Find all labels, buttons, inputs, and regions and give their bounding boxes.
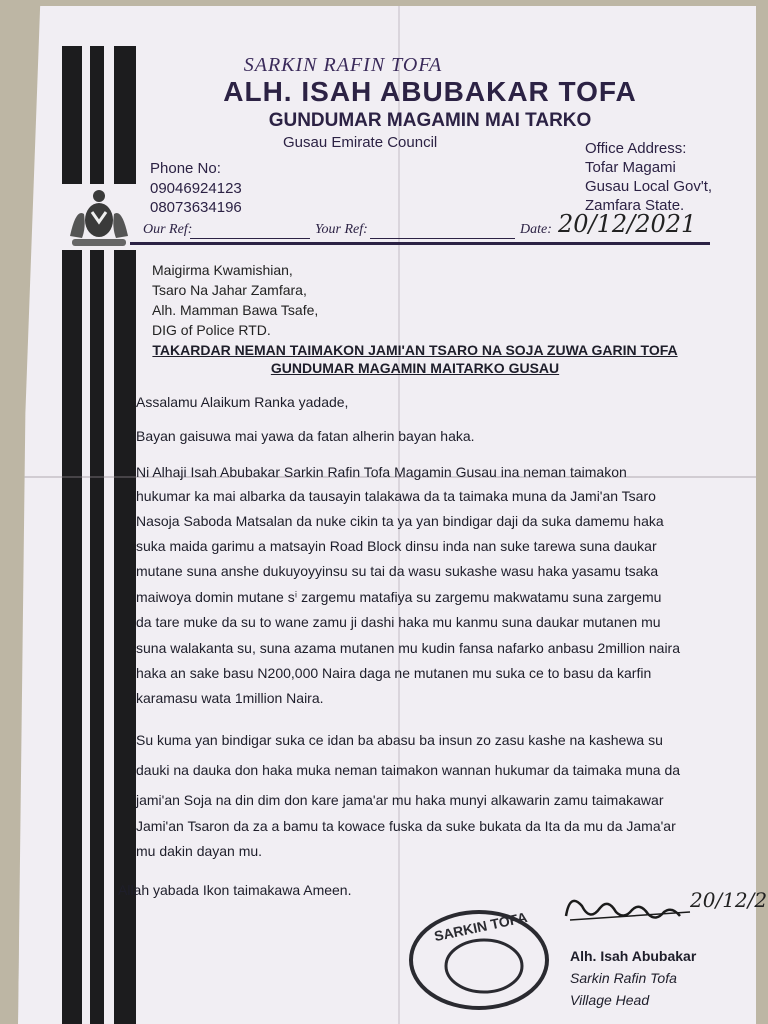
- body-line: Nasoja Saboda Matsalan da nuke cikin ta ya yan bindigar daji da suka damemu haka: [136, 513, 664, 529]
- subject-line: GUNDUMAR MAGAMIN MAITARKO GUSAU: [270, 360, 560, 376]
- office-address-line: Zamfara State.: [585, 197, 685, 214]
- body-line: da tare muke da su to wane zamu ji dashi haka mu kanmu suna daukar mutanen mu: [136, 614, 661, 630]
- body-line: maiwoya domin mutane sⁱ zargemu matafiya su zargemu makwatamu suna zargemu: [136, 589, 662, 605]
- letterhead-name: ALH. ISAH ABUBAKAR TOFA: [223, 76, 637, 107]
- official-stamp: [404, 900, 554, 1010]
- body-line: jami'an Soja na din dim don kare jama'ar mu haka munyi alkawarin zamu taimakawar: [136, 792, 664, 808]
- greeting: Assalamu Alaikum Ranka yadade,: [136, 394, 349, 410]
- your-ref-label: Your Ref:: [315, 222, 368, 237]
- phone-number: 09046924123: [150, 180, 242, 197]
- phone-label: Phone No:: [150, 160, 221, 177]
- body-line: suna walakanta su, suna azama mutanen mu kudin fansa nafarko anbasu 2million naira: [136, 640, 680, 656]
- closing-line: Allah yabada Ikon taimakawa Ameen.: [118, 882, 352, 898]
- stamp-text: SARKIN TOFA: [432, 908, 529, 945]
- letterhead-council: Gusau Emirate Council: [283, 134, 438, 151]
- signatory-role: Village Head: [570, 992, 650, 1008]
- signature-date: 20/12/2: [690, 888, 768, 912]
- body-line: hukumar ka mai albarka da tausayin talakawa da ta taimaka muna da Jami'an Tsaro: [136, 488, 656, 504]
- body-line: Jami'an Tsaron da za a bamu ta kowace fuska da suke bukata da Ita da mu da Jama'ar: [136, 818, 676, 834]
- body-line: haka an sake basu N200,000 Naira daga ne mutanen mu suka ce to basu da karfin: [136, 665, 652, 681]
- phone-number: 08073634196: [150, 199, 242, 216]
- header-rule: [130, 242, 710, 245]
- office-address-line: Tofar Magami: [585, 159, 676, 176]
- body-line: Su kuma yan bindigar suka ce idan ba abasu ba insun zo zasu kashe na kashewa su: [136, 732, 663, 748]
- recipient-line: Alh. Mamman Bawa Tsafe,: [152, 302, 319, 318]
- office-address-label: Office Address:: [585, 140, 687, 157]
- date-value: 20/12/2021: [558, 210, 697, 238]
- date-label: Date:: [520, 222, 552, 237]
- letterhead-motto: SARKIN RAFIN TOFA: [243, 54, 443, 76]
- recipient-line: Maigirma Kwamishian,: [152, 262, 293, 278]
- coat-of-arms-icon: [58, 184, 140, 250]
- our-ref-label: Our Ref:: [143, 222, 193, 237]
- body-line: karamasu wata 1million Naira.: [136, 690, 324, 706]
- body-line: dauki na dauka don haka muka neman taimakon wannan hukumar da taimaka muna da: [136, 762, 681, 778]
- recipient-line: DIG of Police RTD.: [152, 322, 271, 338]
- letterhead-title: GUNDUMAR MAGAMIN MAI TARKO: [268, 110, 592, 131]
- signatory-name: Alh. Isah Abubakar: [570, 948, 697, 964]
- body-line: Ni Alhaji Isah Abubakar Sarkin Rafin Tofa Magamin Gusau ina neman taimakon: [136, 464, 627, 480]
- body-line: mu dakin dayan mu.: [136, 843, 263, 859]
- body-line: suka maida garimu a matsayin Road Block dinsu inda nan suke tarewa suna daukar: [136, 538, 657, 554]
- recipient-line: Tsaro Na Jahar Zamfara,: [152, 282, 307, 298]
- your-ref-blank: [370, 238, 515, 239]
- office-address-line: Gusau Local Gov't,: [585, 178, 713, 195]
- body-line: mutane suna anshe dukuyoyyinsu su tai da wasu sukashe wasu haka yasamu tsaka: [136, 563, 659, 579]
- intro-paragraph: Bayan gaisuwa mai yawa da fatan alherin bayan haka.: [136, 428, 475, 444]
- signatory-title: Sarkin Rafin Tofa: [570, 970, 677, 986]
- our-ref-blank: [190, 238, 310, 239]
- subject-line: TAKARDAR NEMAN TAIMAKON JAMI'AN TSARO NA SOJA ZUWA GARIN TOFA: [152, 342, 678, 358]
